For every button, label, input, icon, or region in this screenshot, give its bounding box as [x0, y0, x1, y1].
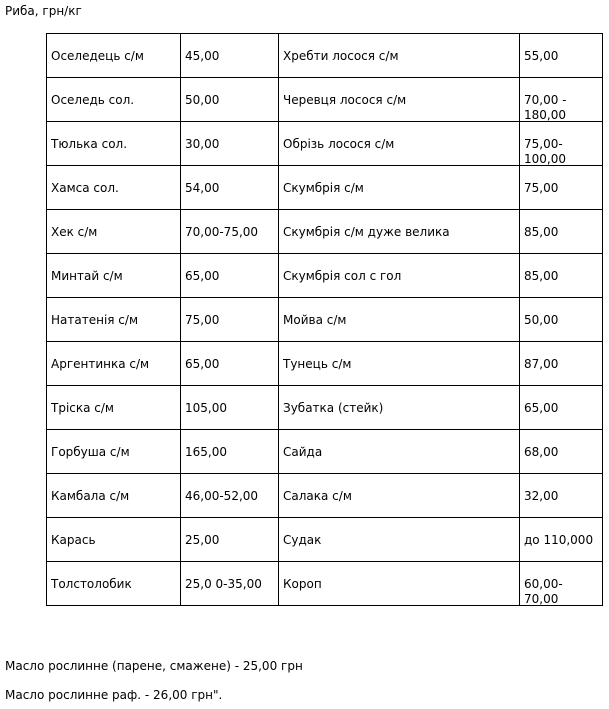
- fish-price-cell: [520, 78, 603, 122]
- fish-name-cell: [47, 78, 181, 122]
- fish-name: Камбала с/м: [51, 489, 130, 503]
- table-row: [47, 430, 603, 474]
- fish-price: 25,0 0-35,00: [185, 577, 262, 591]
- fish-price-cell: [181, 210, 279, 254]
- fish-name: Скумбрія сол с гол: [283, 269, 402, 283]
- fish-name: Сайда: [283, 445, 323, 459]
- note-vegetable-oil: Масло рослинне (парене, смажене) - 25,00 грн: [5, 659, 303, 673]
- fish-price-cell: [181, 562, 279, 606]
- fish-price-cell: [520, 474, 603, 518]
- fish-name-cell: [47, 518, 181, 562]
- table-row: [47, 254, 603, 298]
- fish-price-cell: [181, 122, 279, 166]
- fish-name-cell: [47, 386, 181, 430]
- fish-name: Судак: [283, 533, 322, 547]
- fish-name: Салака с/м: [283, 489, 352, 503]
- fish-name: Скумбрія с/м: [283, 181, 364, 195]
- fish-name-cell: [279, 210, 520, 254]
- fish-price-cell: [520, 298, 603, 342]
- fish-name-cell: [279, 122, 520, 166]
- fish-name-cell: [47, 474, 181, 518]
- fish-price: 87,00: [524, 357, 559, 371]
- fish-name-cell: [279, 430, 520, 474]
- fish-name-cell: [47, 342, 181, 386]
- fish-name: Тріска с/м: [51, 401, 114, 415]
- fish-price: 75,00-100,00: [524, 137, 566, 166]
- fish-price: 65,00: [185, 357, 220, 371]
- fish-name: Карась: [51, 533, 96, 547]
- fish-name-cell: [279, 474, 520, 518]
- fish-price-cell: [520, 122, 603, 166]
- fish-name: Тунець с/м: [283, 357, 352, 371]
- fish-price: до 110,000: [524, 533, 594, 547]
- table-row: [47, 562, 603, 606]
- fish-price: 65,00: [185, 269, 220, 283]
- table-row: [47, 386, 603, 430]
- fish-name: Оселедь сол.: [51, 93, 135, 107]
- fish-name: Обрізь лосося с/м: [283, 137, 395, 151]
- note-refined-oil: Масло рослинне раф. - 26,00 грн".: [5, 688, 223, 702]
- fish-name-cell: [279, 562, 520, 606]
- fish-name-cell: [47, 210, 181, 254]
- fish-name: Скумбрія с/м дуже велика: [283, 225, 450, 239]
- fish-price: 70,00 - 180,00: [524, 93, 567, 122]
- fish-name: Оселедець с/м: [51, 49, 144, 63]
- fish-name: Хек с/м: [51, 225, 98, 239]
- fish-name: Аргентинка с/м: [51, 357, 150, 371]
- fish-name-cell: [279, 342, 520, 386]
- table-row: [47, 210, 603, 254]
- fish-name-cell: [47, 122, 181, 166]
- table-row: [47, 166, 603, 210]
- table-row: [47, 34, 603, 78]
- fish-price-cell: [520, 166, 603, 210]
- fish-price-cell: [181, 78, 279, 122]
- fish-price-cell: [181, 474, 279, 518]
- fish-name-cell: [47, 166, 181, 210]
- fish-name-cell: [279, 166, 520, 210]
- fish-name: Мойва с/м: [283, 313, 347, 327]
- fish-price-cell: [520, 210, 603, 254]
- fish-name-cell: [279, 518, 520, 562]
- fish-name: Хребти лосося с/м: [283, 49, 399, 63]
- fish-name-cell: [279, 254, 520, 298]
- fish-price: 165,00: [185, 445, 227, 459]
- fish-name: Зубатка (стейк): [283, 401, 384, 415]
- fish-price: 30,00: [185, 137, 220, 151]
- fish-price: 60,00-70,00: [524, 577, 563, 606]
- fish-price-cell: [181, 34, 279, 78]
- fish-price: 105,00: [185, 401, 227, 415]
- fish-price-cell: [520, 254, 603, 298]
- fish-price-cell: [520, 430, 603, 474]
- fish-price-cell: [181, 430, 279, 474]
- fish-price-cell: [181, 386, 279, 430]
- fish-name-cell: [279, 34, 520, 78]
- fish-price: 85,00: [524, 225, 559, 239]
- fish-price-table: [46, 33, 603, 606]
- fish-price: 32,00: [524, 489, 559, 503]
- fish-price-cell: [520, 34, 603, 78]
- fish-name-cell: [279, 298, 520, 342]
- fish-price: 85,00: [524, 269, 559, 283]
- fish-price: 54,00: [185, 181, 220, 195]
- fish-name: Хамса сол.: [51, 181, 119, 195]
- fish-price-cell: [181, 166, 279, 210]
- fish-name: Тюлька сол.: [51, 137, 128, 151]
- fish-name-cell: [47, 562, 181, 606]
- table-row: [47, 474, 603, 518]
- fish-price-cell: [181, 298, 279, 342]
- fish-price-cell: [181, 518, 279, 562]
- fish-price-cell: [520, 342, 603, 386]
- fish-name-cell: [279, 386, 520, 430]
- table-row: [47, 298, 603, 342]
- fish-price: 70,00-75,00: [185, 225, 259, 239]
- table-row: [47, 78, 603, 122]
- table-row: [47, 342, 603, 386]
- fish-name: Черевця лосося с/м: [283, 93, 407, 107]
- fish-name-cell: [47, 254, 181, 298]
- fish-name: Нататенія с/м: [51, 313, 138, 327]
- table-row: [47, 518, 603, 562]
- fish-name: Горбуша с/м: [51, 445, 130, 459]
- fish-price: 45,00: [185, 49, 220, 63]
- fish-price: 68,00: [524, 445, 559, 459]
- fish-price-cell: [181, 254, 279, 298]
- fish-name-cell: [47, 298, 181, 342]
- fish-name: Толстолобик: [51, 577, 132, 591]
- fish-price: 75,00: [185, 313, 220, 327]
- fish-name-cell: [47, 34, 181, 78]
- fish-price-cell: [520, 386, 603, 430]
- fish-price: 50,00: [524, 313, 559, 327]
- fish-price: 65,00: [524, 401, 559, 415]
- fish-price-cell: [181, 342, 279, 386]
- table-row: [47, 122, 603, 166]
- fish-name-cell: [279, 78, 520, 122]
- page-heading: Риба, грн/кг: [5, 4, 82, 18]
- fish-price: 75,00: [524, 181, 559, 195]
- fish-price-cell: [520, 562, 603, 606]
- fish-price: 50,00: [185, 93, 220, 107]
- fish-price: 55,00: [524, 49, 559, 63]
- fish-price: 46,00-52,00: [185, 489, 259, 503]
- fish-name-cell: [47, 430, 181, 474]
- fish-price-cell: [520, 518, 603, 562]
- fish-name: Короп: [283, 577, 322, 591]
- fish-name: Минтай с/м: [51, 269, 123, 283]
- price-table-body: [47, 34, 603, 606]
- fish-price: 25,00: [185, 533, 220, 547]
